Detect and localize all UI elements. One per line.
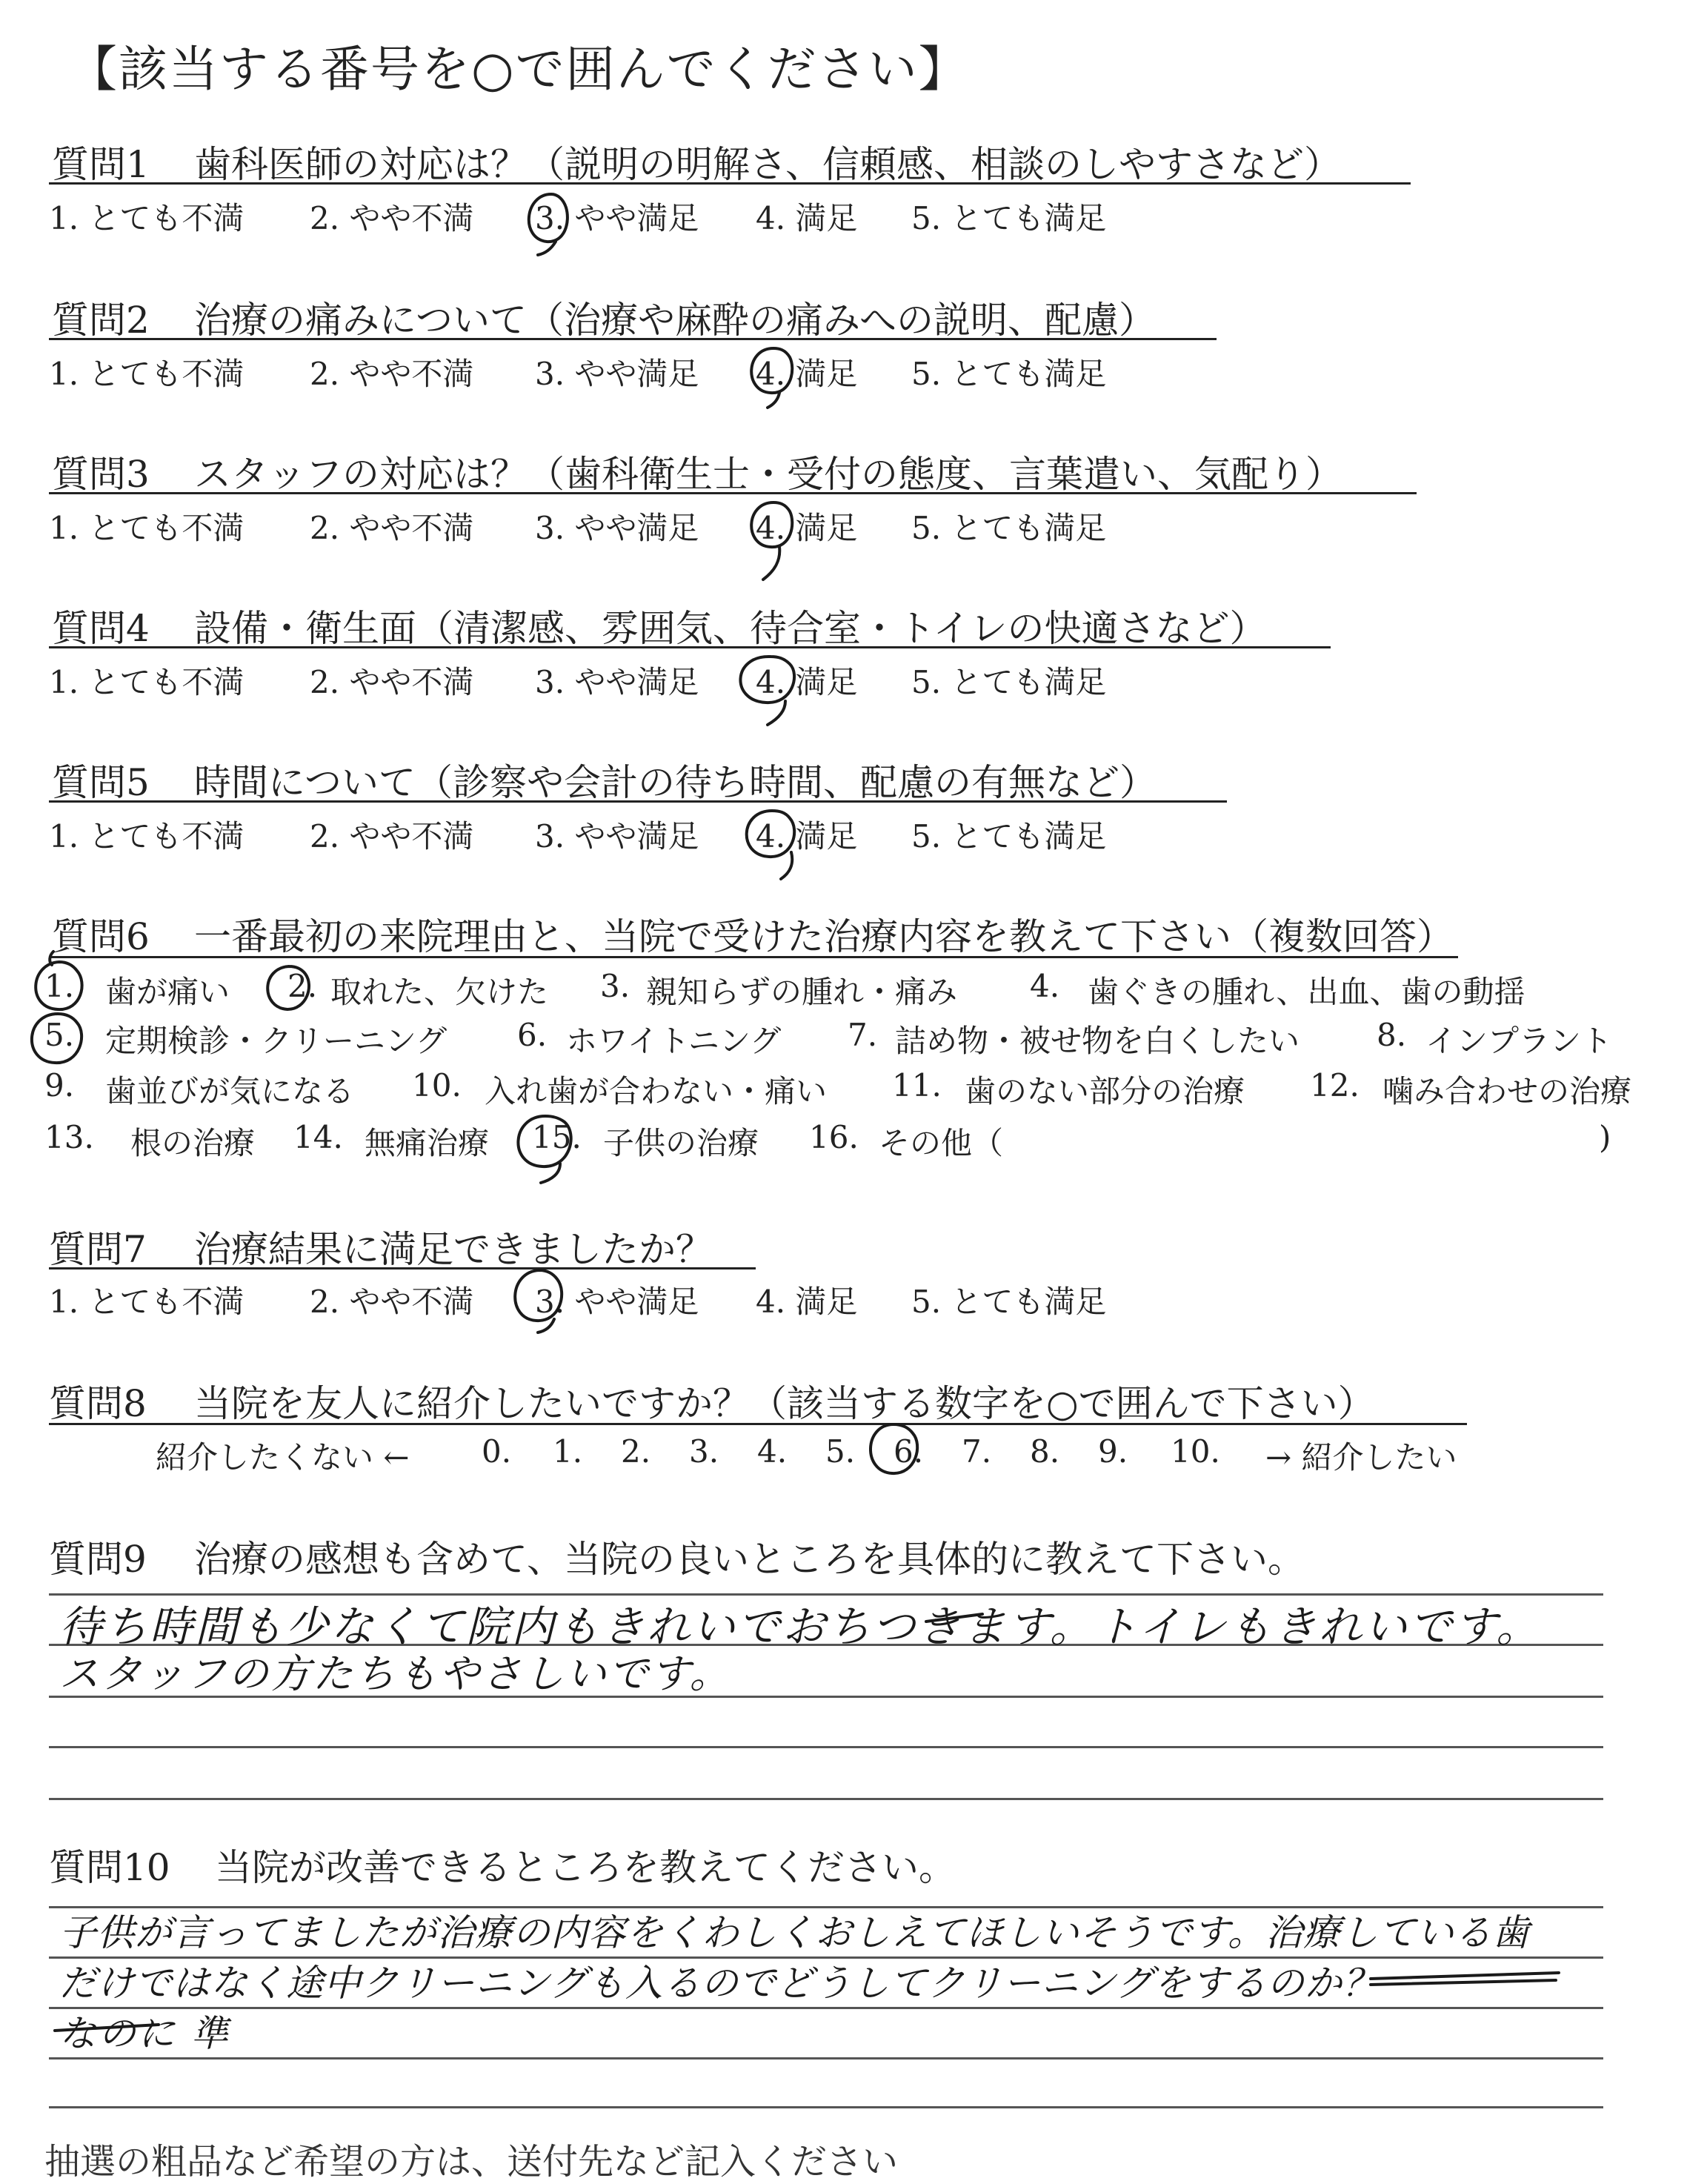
option-number[interactable]: 6.: [517, 1017, 548, 1053]
option-text[interactable]: 噛み合わせの治療: [1382, 1073, 1632, 1109]
option-4[interactable]: 4. 満足: [756, 664, 858, 700]
option-2[interactable]: 2. やや不満: [310, 200, 474, 236]
option-1[interactable]: 1. とても不満: [49, 510, 244, 546]
option-number[interactable]: 13.: [44, 1119, 94, 1155]
answer-circle: [518, 1116, 570, 1183]
option-number[interactable]: 16.: [809, 1119, 859, 1155]
answer-circle: [515, 1270, 562, 1332]
strike-through-mark: [1371, 1973, 1559, 1985]
option-2[interactable]: 2. やや不満: [310, 818, 474, 854]
option-text[interactable]: 歯が痛い: [105, 974, 230, 1010]
scale-left-label: 紹介したくない ←: [156, 1439, 410, 1476]
handwritten-answer-line[interactable]: なのに 準: [59, 2012, 230, 2055]
question-label: 質問1: [52, 143, 150, 186]
option-text[interactable]: 歯並びが気になる: [105, 1073, 355, 1109]
question-label: 質問6: [52, 915, 150, 958]
option-number[interactable]: 2.: [287, 968, 318, 1004]
option-number[interactable]: 5.: [44, 1017, 75, 1053]
question-text: 治療の感想も含めて、当院の良いところを具体的に教えて下さい。: [194, 1538, 1305, 1581]
option-5[interactable]: 5. とても満足: [911, 818, 1107, 854]
question-text: 当院が改善できるところを教えてください。: [215, 1846, 956, 1889]
option-number[interactable]: 9.: [44, 1067, 75, 1103]
question-text: スタッフの対応は？（歯科衛生士・受付の態度、言葉遣い、気配り）: [194, 453, 1342, 496]
option-5[interactable]: 5. とても満足: [911, 510, 1107, 546]
footer-note: 抽選の粗品など希望の方は、送付先など記入ください: [44, 2141, 899, 2183]
option-4[interactable]: 4. 満足: [756, 356, 858, 392]
question-text: 設備・衛生面（清潔感、雰囲気、待合室・トイレの快適さなど）: [194, 607, 1267, 650]
option-1[interactable]: 1. とても不満: [49, 356, 244, 392]
question-text: 歯科医師の対応は？（説明の明解さ、信頼感、相談のしやすさなど）: [194, 143, 1341, 186]
option-4[interactable]: 4. 満足: [756, 818, 858, 854]
answer-circle: [740, 657, 794, 725]
option-text[interactable]: 根の治療: [130, 1125, 256, 1161]
option-number[interactable]: 15.: [532, 1119, 582, 1155]
scale-number[interactable]: 10.: [1171, 1433, 1220, 1470]
answer-circle: [36, 952, 81, 1009]
question-text: 一番最初の来院理由と、当院で受けた治療内容を教えて下さい（複数回答）: [194, 915, 1454, 958]
scale-number[interactable]: 8.: [1030, 1433, 1060, 1470]
option-text[interactable]: その他（: [879, 1125, 1004, 1161]
handwritten-answer-line[interactable]: だけではなく途中クリーニングも入るのでどうしてクリーニングをするのか？: [59, 1962, 1380, 2005]
scale-number[interactable]: 6.: [894, 1433, 924, 1470]
option-text[interactable]: 定期検診・クリーニング: [105, 1023, 447, 1059]
strike-through-mark: [55, 2025, 159, 2031]
handwritten-answer-line[interactable]: 子供が言ってましたが治療の内容をくわしくおしえてほしいそうです。治療している歯: [59, 1911, 1530, 1954]
option-3[interactable]: 3. やや満足: [535, 200, 699, 236]
option-number[interactable]: 10.: [412, 1067, 462, 1103]
answer-circle: [747, 811, 794, 879]
answer-circle: [751, 348, 792, 408]
option-4[interactable]: 4. 満足: [756, 200, 858, 236]
option-2[interactable]: 2. やや不満: [310, 510, 474, 546]
option-2[interactable]: 2. やや不満: [310, 356, 474, 392]
answer-circle: [529, 194, 568, 255]
option-2[interactable]: 2. やや不満: [310, 1284, 474, 1320]
option-text[interactable]: 入れ歯が合わない・痛い: [485, 1073, 828, 1109]
option-3[interactable]: 3. やや満足: [535, 1284, 699, 1320]
option-number[interactable]: 14.: [293, 1119, 343, 1155]
question-text: 治療の痛みについて（治療や麻酔の痛みへの説明、配慮）: [194, 299, 1156, 342]
scale-number[interactable]: 4.: [757, 1433, 788, 1470]
option-3[interactable]: 3. やや満足: [535, 664, 699, 700]
option-5[interactable]: 5. とても満足: [911, 356, 1107, 392]
option-text[interactable]: インプラント: [1425, 1023, 1613, 1059]
option-text[interactable]: 無痛治療: [365, 1125, 490, 1161]
answer-circle: [751, 502, 792, 580]
option-text[interactable]: ホワイトニング: [566, 1023, 782, 1059]
strike-through-mark: [926, 1614, 982, 1622]
question-label: 質問4: [52, 607, 150, 650]
option-number[interactable]: 3.: [600, 968, 630, 1004]
option-2[interactable]: 2. やや不満: [310, 664, 474, 700]
option-number[interactable]: 12.: [1310, 1067, 1360, 1103]
option-number[interactable]: 7.: [848, 1017, 878, 1053]
page-title: 【該当する番号を○で囲んでください】: [68, 41, 969, 98]
question-text: 治療結果に満足できましたか？: [194, 1228, 713, 1271]
option-number[interactable]: 11.: [892, 1067, 942, 1103]
question-label: 質問3: [52, 453, 150, 496]
question-label: 質問10: [49, 1846, 170, 1889]
option-5[interactable]: 5. とても満足: [911, 1284, 1107, 1320]
option-number[interactable]: 1.: [44, 968, 75, 1004]
scale-number[interactable]: 7.: [962, 1433, 992, 1470]
question-label: 質問5: [52, 761, 150, 804]
option-text[interactable]: 子供の治療: [603, 1125, 759, 1161]
handwritten-answer-line[interactable]: スタッフの方たちもやさしいです。: [59, 1650, 732, 1697]
answer-circle: [32, 1014, 81, 1063]
option-text[interactable]: 取れた、欠けた: [330, 974, 549, 1010]
question-label: 質問9: [49, 1538, 147, 1581]
answer-circle: [871, 1424, 917, 1473]
option-text[interactable]: 親知らずの腫れ・痛み: [646, 974, 958, 1010]
other-close-paren: ): [1599, 1119, 1611, 1155]
scale-number[interactable]: 2.: [621, 1433, 651, 1470]
option-3[interactable]: 3. やや満足: [535, 356, 699, 392]
scale-number[interactable]: 3.: [689, 1433, 719, 1470]
option-text[interactable]: 詰め物・被せ物を白くしたい: [895, 1023, 1300, 1059]
scale-right-label: → 紹介したい: [1265, 1439, 1457, 1476]
option-1[interactable]: 1. とても不満: [49, 1284, 244, 1320]
question-text: 時間について（診察や会計の待ち時間、配慮の有無など）: [194, 761, 1157, 804]
question-label: 質問8: [49, 1382, 147, 1425]
option-text[interactable]: 歯のない部分の治療: [965, 1073, 1245, 1109]
option-1[interactable]: 1. とても不満: [49, 818, 244, 854]
option-4[interactable]: 4. 満足: [756, 1284, 858, 1320]
option-text[interactable]: 歯ぐきの腫れ、出血、歯の動揺: [1088, 974, 1525, 1010]
option-4[interactable]: 4. 満足: [756, 510, 858, 546]
answer-circle: [267, 966, 309, 1009]
option-3[interactable]: 3. やや満足: [535, 818, 699, 854]
question-label: 質問2: [52, 299, 150, 342]
option-5[interactable]: 5. とても満足: [911, 200, 1107, 236]
scale-number[interactable]: 9.: [1098, 1433, 1128, 1470]
option-1[interactable]: 1. とても不満: [49, 664, 244, 700]
option-number[interactable]: 8.: [1377, 1017, 1407, 1053]
scale-number[interactable]: 1.: [553, 1433, 583, 1470]
handwritten-answer-line[interactable]: 待ち時間も少なくて院内もきれいでおちつきます。トイレもきれいです。: [59, 1602, 1542, 1652]
option-5[interactable]: 5. とても満足: [911, 664, 1107, 700]
scale-number[interactable]: 5.: [825, 1433, 856, 1470]
scale-number[interactable]: 0.: [482, 1433, 512, 1470]
option-1[interactable]: 1. とても不満: [49, 200, 244, 236]
option-number[interactable]: 4.: [1030, 968, 1060, 1004]
question-text: 当院を友人に紹介したいですか？（該当する数字を○で囲んで下さい）: [194, 1382, 1375, 1425]
option-3[interactable]: 3. やや満足: [535, 510, 699, 546]
question-label: 質問7: [49, 1228, 147, 1271]
